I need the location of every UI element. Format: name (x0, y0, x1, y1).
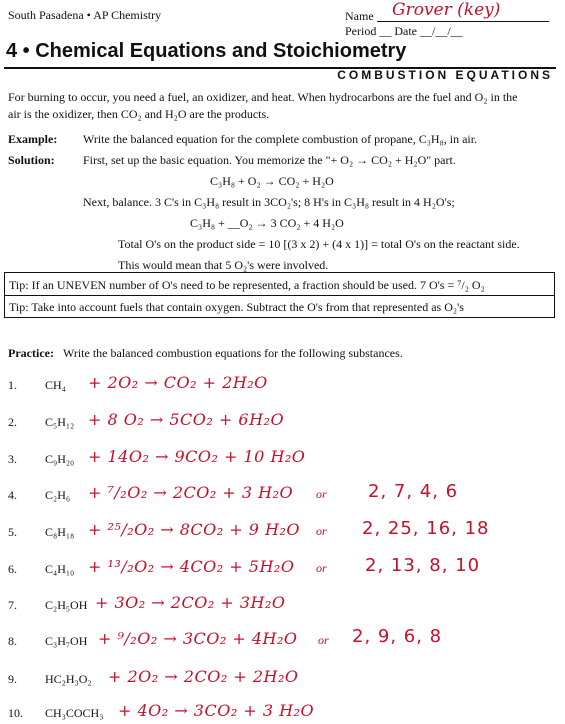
example-label: Example: (8, 132, 58, 146)
item-answer: + ⁷/₂O₂ → 2CO₂ + 3 H₂O (88, 483, 294, 502)
example-text: Write the balanced equation for the complete combustion of propane, C₃H₈, in air. (83, 132, 478, 146)
item-number: 10. (8, 706, 23, 720)
item-answer: + 8 O₂ → 5CO₂ + 6H₂O (88, 410, 285, 429)
item-formula: C₃H₇OH (45, 634, 88, 648)
item-formula: C₂H₆ (45, 488, 71, 502)
item-number: 1. (8, 378, 17, 392)
item-formula: CH₄ (45, 378, 66, 392)
item-number: 8. (8, 634, 17, 648)
solution-equation-1: C₃H₈ + O₂ → CO₂ + H₂O (210, 174, 334, 188)
item-coefficients: 2, 25, 16, 18 (362, 518, 490, 539)
name-label: Name (345, 9, 374, 23)
item-number: 5. (8, 525, 17, 539)
item-answer: + 14O₂ → 9CO₂ + 10 H₂O (88, 447, 306, 466)
item-answer: + ⁹/₂O₂ → 3CO₂ + 4H₂O (98, 629, 298, 648)
solution-line-4: This would mean that 5 O₂'s were involved. (118, 258, 329, 272)
period-date-label: Period __ Date __/__/__ (345, 24, 463, 38)
item-formula: HC₂H₃O₂ (45, 672, 92, 686)
intro-line-1: For burning to occur, you need a fuel, an oxidizer, and heat. When hydrocarbons are the fuel and O₂ in the (8, 90, 518, 104)
tip-1: Tip: If an UNEVEN number of O's need to be represented, a fraction should be used. 7 O's = ⁷/₂ O₂ (9, 278, 485, 292)
solution-equation-2: C₃H₈ + __O₂ → 3 CO₂ + 4 H₂O (190, 216, 344, 230)
item-number: 7. (8, 598, 17, 612)
item-answer: + ²⁵/₂O₂ → 8CO₂ + 9 H₂O (88, 520, 301, 539)
item-number: 6. (8, 562, 17, 576)
item-formula: CH₃COCH₃ (45, 706, 104, 720)
item-answer: + 2O₂ → 2CO₂ + 2H₂O (108, 667, 299, 686)
item-number: 4. (8, 488, 17, 502)
school-course: South Pasadena • AP Chemistry (8, 8, 162, 22)
name-line (377, 21, 549, 22)
item-or: or (316, 487, 327, 501)
item-formula: C₉H₂₀ (45, 452, 75, 466)
item-answer: + 4O₂ → 3CO₂ + 3 H₂O (118, 701, 315, 720)
practice-label: Practice: (8, 346, 54, 360)
item-number: 3. (8, 452, 17, 466)
page-title: 4 • Chemical Equations and Stoichiometry (6, 40, 407, 62)
item-answer: + 2O₂ → CO₂ + 2H₂O (88, 373, 268, 392)
item-or: or (318, 633, 329, 647)
practice-instruction: Write the balanced combustion equations for the following substances. (63, 346, 403, 360)
solution-label: Solution: (8, 153, 55, 167)
item-answer: + 3O₂ → 2CO₂ + 3H₂O (95, 593, 286, 612)
intro-line-2: air is the oxidizer, then CO₂ and H₂O are the products. (8, 107, 270, 121)
item-or: or (316, 561, 327, 575)
item-formula: C₄H₁₀ (45, 562, 75, 576)
solution-line-2: Next, balance. 3 C's in C₃H₈ result in 3CO₂'s; 8 H's in C₃H₈ result in 4 H₂O's; (83, 195, 455, 209)
item-formula: C₂H₅OH (45, 598, 88, 612)
item-coefficients: 2, 9, 6, 8 (352, 626, 443, 647)
name-handwritten: Grover (key) (392, 0, 501, 20)
solution-line-3: Total O's on the product side = 10 [(3 x 2) + (4 x 1)] = total O's on the reactant side. (118, 237, 520, 251)
item-coefficients: 2, 7, 4, 6 (368, 481, 459, 502)
section-heading: COMBUSTION EQUATIONS (337, 68, 553, 82)
tip-divider (4, 295, 555, 296)
item-number: 9. (8, 672, 17, 686)
item-formula: C₅H₁₂ (45, 415, 75, 429)
item-answer: + ¹³/₂O₂ → 4CO₂ + 5H₂O (88, 557, 295, 576)
item-formula: C₈H₁₈ (45, 525, 75, 539)
item-coefficients: 2, 13, 8, 10 (365, 555, 481, 576)
tip-2: Tip: Take into account fuels that contain oxygen. Subtract the O's from that represented as O₂'s (9, 300, 464, 314)
item-or: or (316, 524, 327, 538)
solution-line-1: First, set up the basic equation. You memorize the "+ O₂ → CO₂ + H₂O" part. (83, 153, 456, 167)
item-number: 2. (8, 415, 17, 429)
